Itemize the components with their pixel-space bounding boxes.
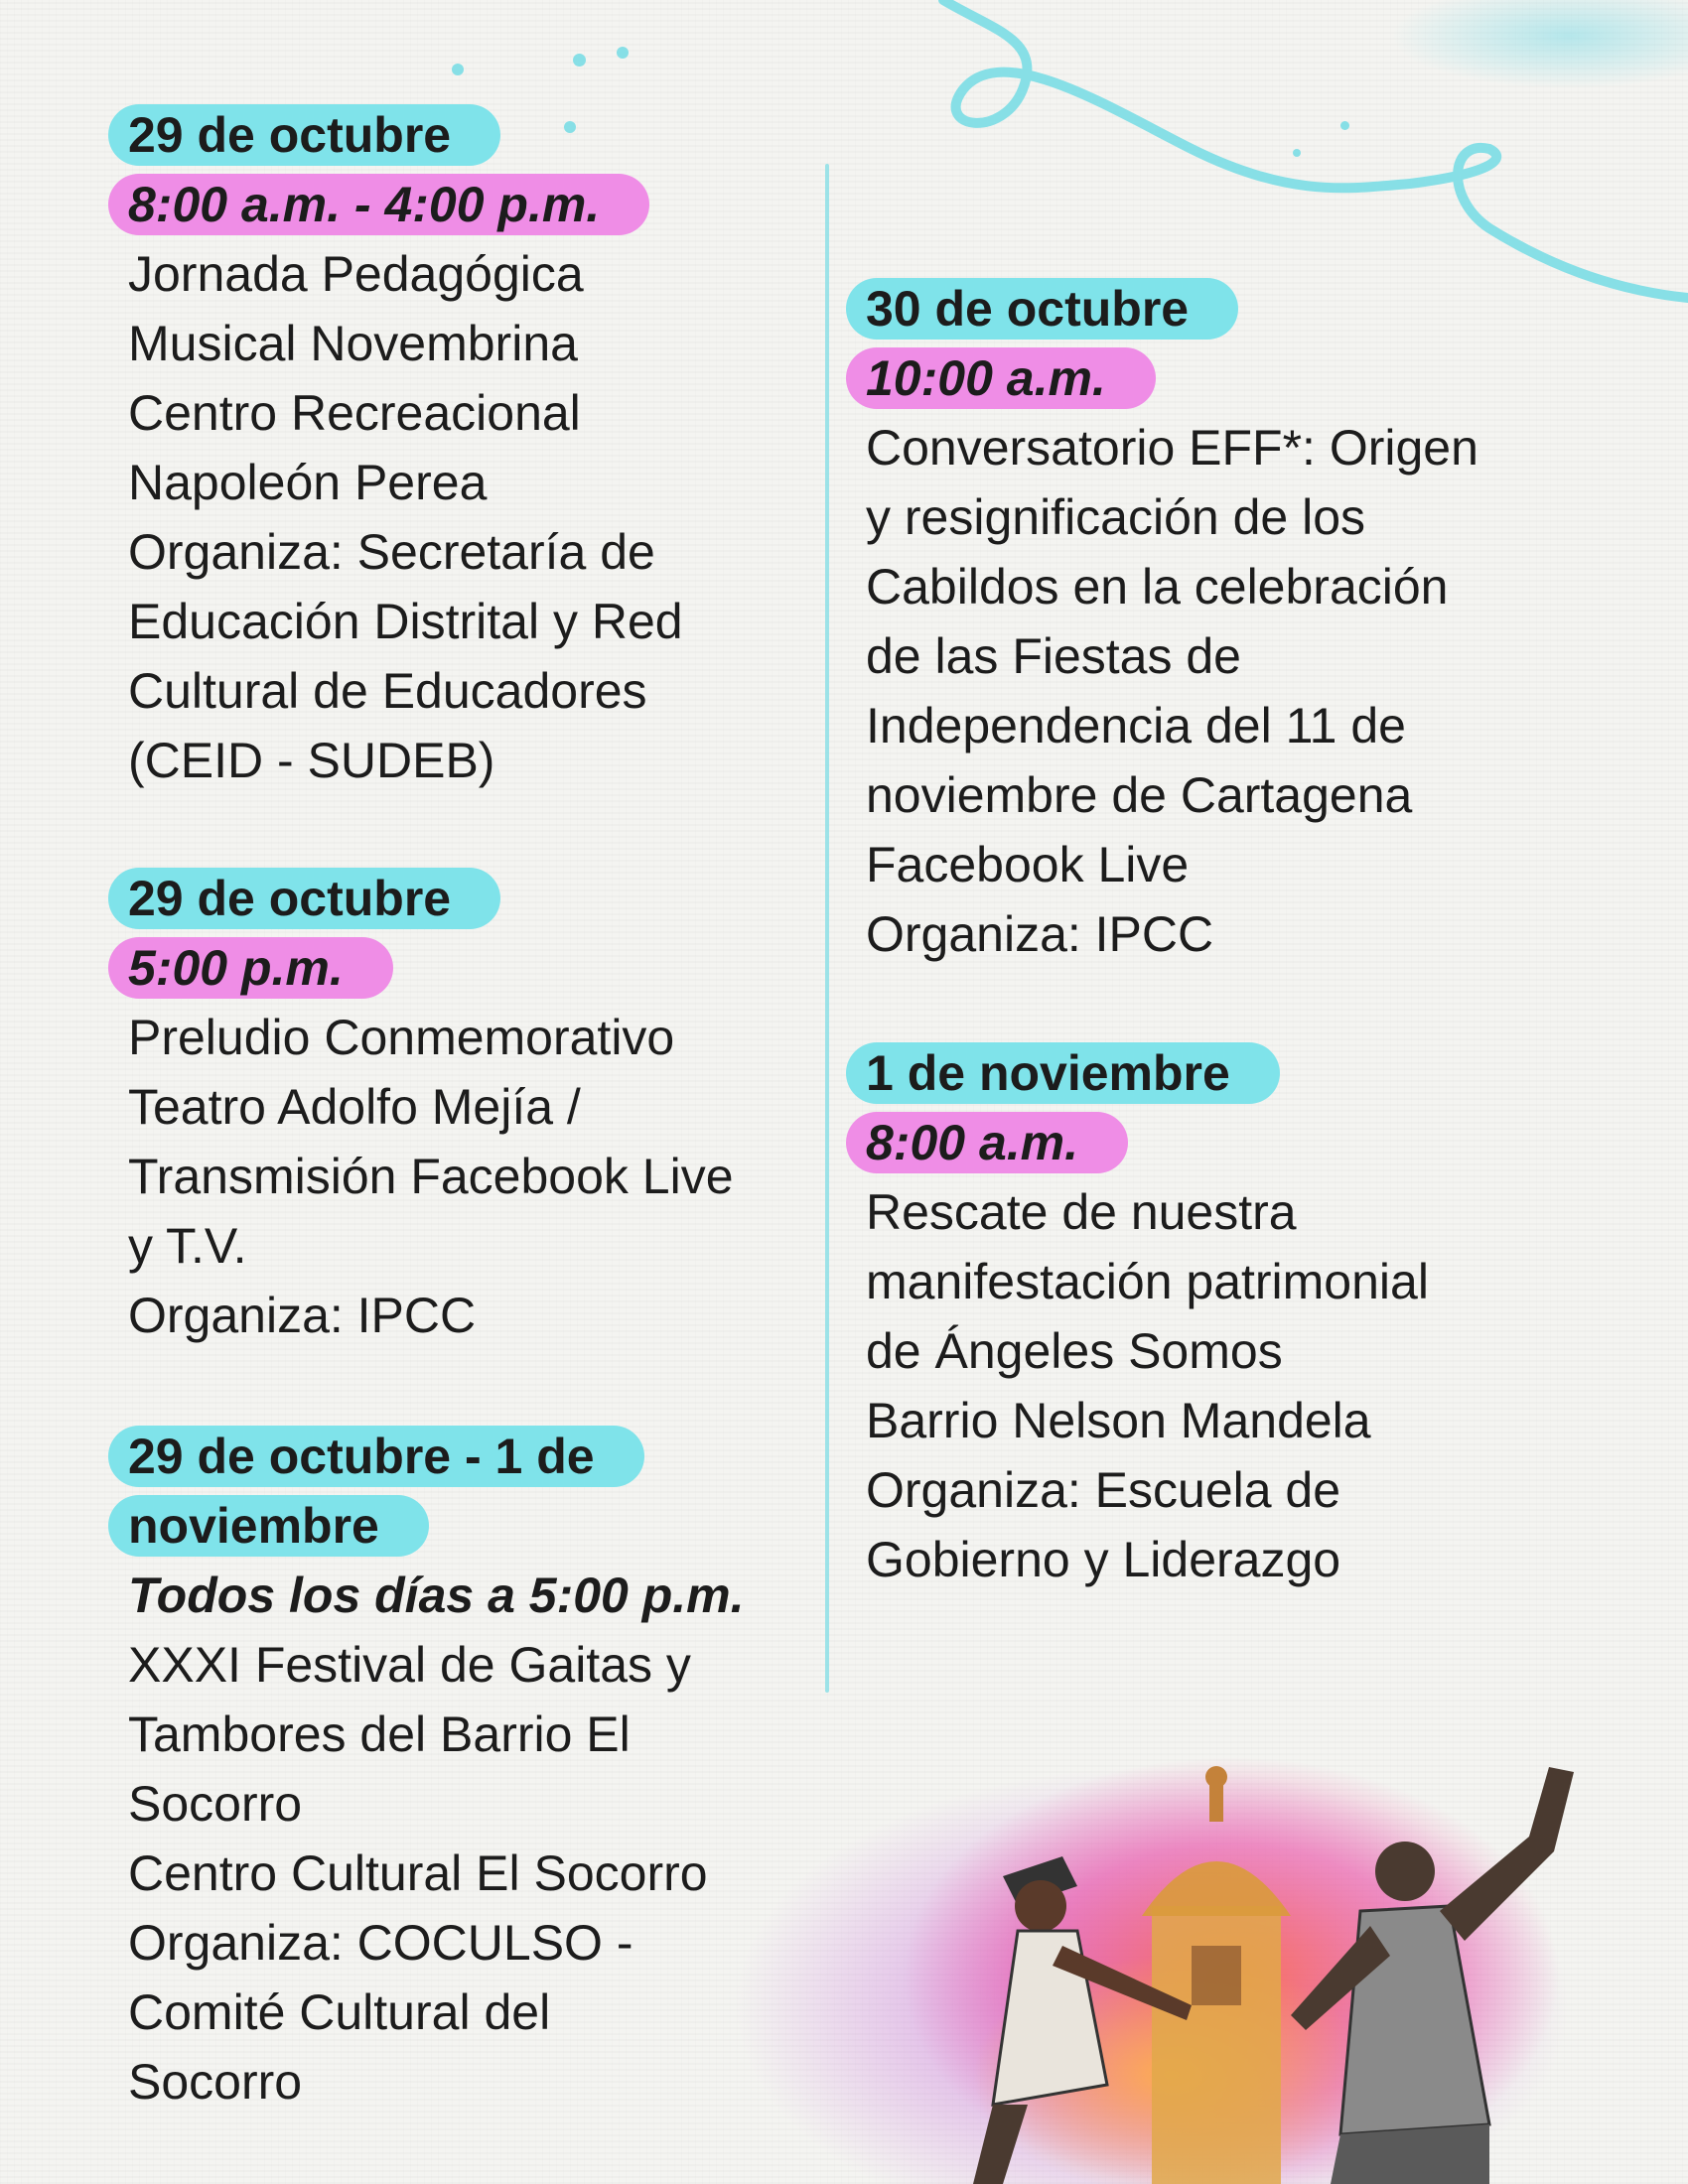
event-line: Centro Recreacional xyxy=(128,385,581,441)
event-time: Todos los días a 5:00 p.m. xyxy=(128,1568,745,1623)
event-description xyxy=(128,1003,734,1350)
event-line: Organiza: COCULSO - xyxy=(128,1915,633,1971)
decorative-dot xyxy=(1293,149,1301,157)
decorative-dot xyxy=(573,54,586,67)
decorative-dot xyxy=(617,47,629,59)
event-date: 1 de noviembre xyxy=(866,1038,1280,1108)
event-line: (CEID - SUDEB) xyxy=(128,733,495,788)
event-line: manifestación patrimonial xyxy=(866,1254,1429,1309)
decorative-dot xyxy=(452,64,464,75)
event-date-continued: noviembre xyxy=(128,1491,429,1561)
event-line: Tambores del Barrio El xyxy=(128,1706,631,1762)
event-line: Preludio Conmemorativo xyxy=(128,1010,675,1065)
event-line: Barrio Nelson Mandela xyxy=(866,1393,1371,1448)
event-line: Centro Cultural El Socorro xyxy=(128,1845,708,1901)
event-time: 10:00 a.m. xyxy=(866,343,1156,413)
event-5 xyxy=(866,1038,1429,1594)
event-line: Teatro Adolfo Mejía / xyxy=(128,1079,581,1135)
event-line: Facebook Live xyxy=(866,837,1190,892)
event-description xyxy=(866,1177,1429,1594)
event-time: 8:00 a.m. xyxy=(866,1108,1128,1177)
event-line: Socorro xyxy=(128,1776,303,1832)
event-line: Organiza: Secretaría de xyxy=(128,524,655,580)
column-divider xyxy=(825,164,829,1693)
event-date: 29 de octubre xyxy=(128,100,500,170)
event-line: Independencia del 11 de xyxy=(866,698,1406,753)
event-line: Comité Cultural del xyxy=(128,1984,551,2040)
event-description xyxy=(128,239,683,795)
event-line: de Ángeles Somos xyxy=(866,1323,1283,1379)
event-line: Conversatorio EFF*: Origen xyxy=(866,420,1478,476)
event-description xyxy=(866,413,1478,969)
event-date: 29 de octubre - 1 de xyxy=(128,1422,644,1491)
event-time: 5:00 p.m. xyxy=(128,933,393,1003)
event-1 xyxy=(128,100,683,795)
event-line: XXXI Festival de Gaitas y xyxy=(128,1637,691,1693)
event-line: Rescate de nuestra xyxy=(866,1184,1297,1240)
event-line: y T.V. xyxy=(128,1218,247,1274)
event-line: Transmisión Facebook Live xyxy=(128,1149,734,1204)
watercolor-illustration xyxy=(735,1658,1688,2184)
event-line: Jornada Pedagógica xyxy=(128,246,584,302)
event-description xyxy=(128,1630,794,2116)
event-line: Musical Novembrina xyxy=(128,316,578,371)
decorative-dot xyxy=(1340,121,1349,130)
event-line: Organiza: IPCC xyxy=(866,906,1214,962)
event-time: 8:00 a.m. - 4:00 p.m. xyxy=(128,170,649,239)
event-line: Napoleón Perea xyxy=(128,455,488,510)
event-date: 29 de octubre xyxy=(128,864,500,933)
event-3 xyxy=(128,1422,794,2116)
event-line: de las Fiestas de xyxy=(866,628,1241,684)
event-line: Socorro xyxy=(128,2054,303,2110)
event-line: Organiza: IPCC xyxy=(128,1288,477,1343)
event-line: Organiza: Escuela de xyxy=(866,1462,1341,1518)
event-2 xyxy=(128,864,734,1350)
event-line: Educación Distrital y Red xyxy=(128,594,683,649)
event-line: Cabildos en la celebración xyxy=(866,559,1449,614)
event-line: noviembre de Cartagena xyxy=(866,767,1413,823)
event-line: Gobierno y Liderazgo xyxy=(866,1532,1341,1587)
event-line: y resignificación de los xyxy=(866,489,1366,545)
event-date: 30 de octubre xyxy=(866,274,1238,343)
event-4 xyxy=(866,274,1478,969)
event-line: Cultural de Educadores xyxy=(128,663,647,719)
